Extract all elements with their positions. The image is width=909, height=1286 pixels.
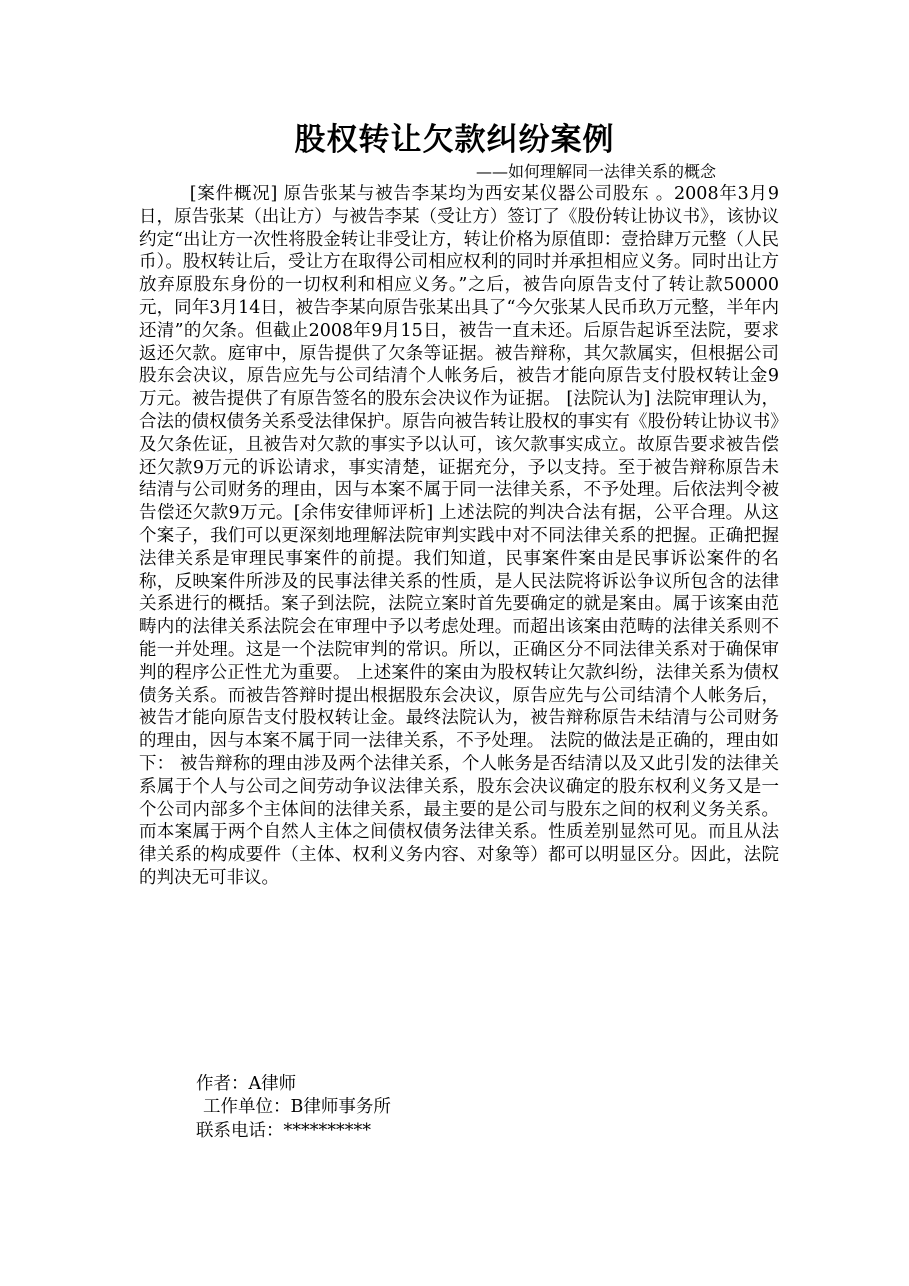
- work-unit-line: 工作单位：B律师事务所: [203, 1097, 391, 1117]
- contact-phone-line: 联系电话：**********: [196, 1121, 371, 1141]
- document-body: [案件概况] 原告张某与被告李某均为西安某仪器公司股东 。2008年3月9日，原告张某（出让方）与被告李某（受让方）签订了《股份转让协议书》，该协议约定“出让方一次性将股金转让非受让方，转让价格为原值即：壹拾肆万元整（人民币）。股权转让后，受让方在取得公司相应权利的同时并承担相应义务。同时出让方放弃原股东身份的一切权利和相应义务。”之后，被告向原告支付了转让款50000元，同年3月14日，被告李某向原告张某出具了“今欠张某人民币玖万元整，半年内还清”的欠条。但截止2008年9月15日，被告一直未还。后原告起诉至法院，要求返还欠款。庭审中，原告提供了欠条等证据。被告辩称，其欠款属实，但根据公司股东会决议，原告应先与公司结清个人帐务后，被告才能向原告支付股权转让金9万元。被告提供了有原告签名的股东会决议作为证据。 [法院认为] 法院审理认为，合法的债权债务关系受法律保护。原告向被告转让股权的事实有《股份转让协议书》及欠条佐证，且被告对欠款的事实予以认可，该欠款事实成立。故原告要求被告偿还欠款9万元的诉讼请求，事实清楚，证据充分，予以支持。至于被告辩称原告未结清与公司财务的理由，因与本案不属于同一法律关系，不予处理。后依法判令被告偿还欠款9万元。[余伟安律师评析] 上述法院的判决合法有据，公平合理。从这个案子，我们可以更深刻地理解法院审判实践中对不同法律关系的把握。正确把握法律关系是审理民事案件的前提。我们知道，民事案件案由是民事诉讼案件的名称，反映案件所涉及的民事法律关系的性质，是人民法院将诉讼争议所包含的法律关系进行的概括。案子到法院，法院立案时首先要确定的就是案由。属于该案由范畴内的法律关系法院会在审理中予以考虑处理。而超出该案由范畴的法律关系则不能一并处理。这是一个法院审判的常识。所以，正确区分不同法律关系对于确保审判的程序公正性尤为重要。 上述案件的案由为股权转让欠款纠纷，法律关系为债权债务关系。而被告答辩时提出根据股东会决议，原告应先与公司结清个人帐务后，被告才能向原告支付股权转让金。最终法院认为，被告辩称原告未结清与公司财务的理由，因与本案不属于同一法律关系，不予处理。 法院的做法是正确的，理由如下： 被告辩称的理由涉及两个法律关系，个人帐务是否结清以及又此引发的法律关系属于个人与公司之间劳动争议法律关系，股东会决议确定的股东权利义务又是一个公司内部多个主体间的法律关系，最主要的是公司与股东之间的权利义务关系。而本案属于两个自然人主体之间债权债务法律关系。性质差别显然可见。而且从法律关系的构成要件（主体、权利义务内容、对象等）都可以明显区分。因此，法院的判决无可非议。: [139, 184, 779, 888]
- document-subtitle: ——如何理解同一法律关系的概念: [476, 162, 717, 181]
- author-line: 作者：A律师: [196, 1074, 297, 1094]
- document-title: 股权转让欠款纠纷案例: [294, 122, 615, 158]
